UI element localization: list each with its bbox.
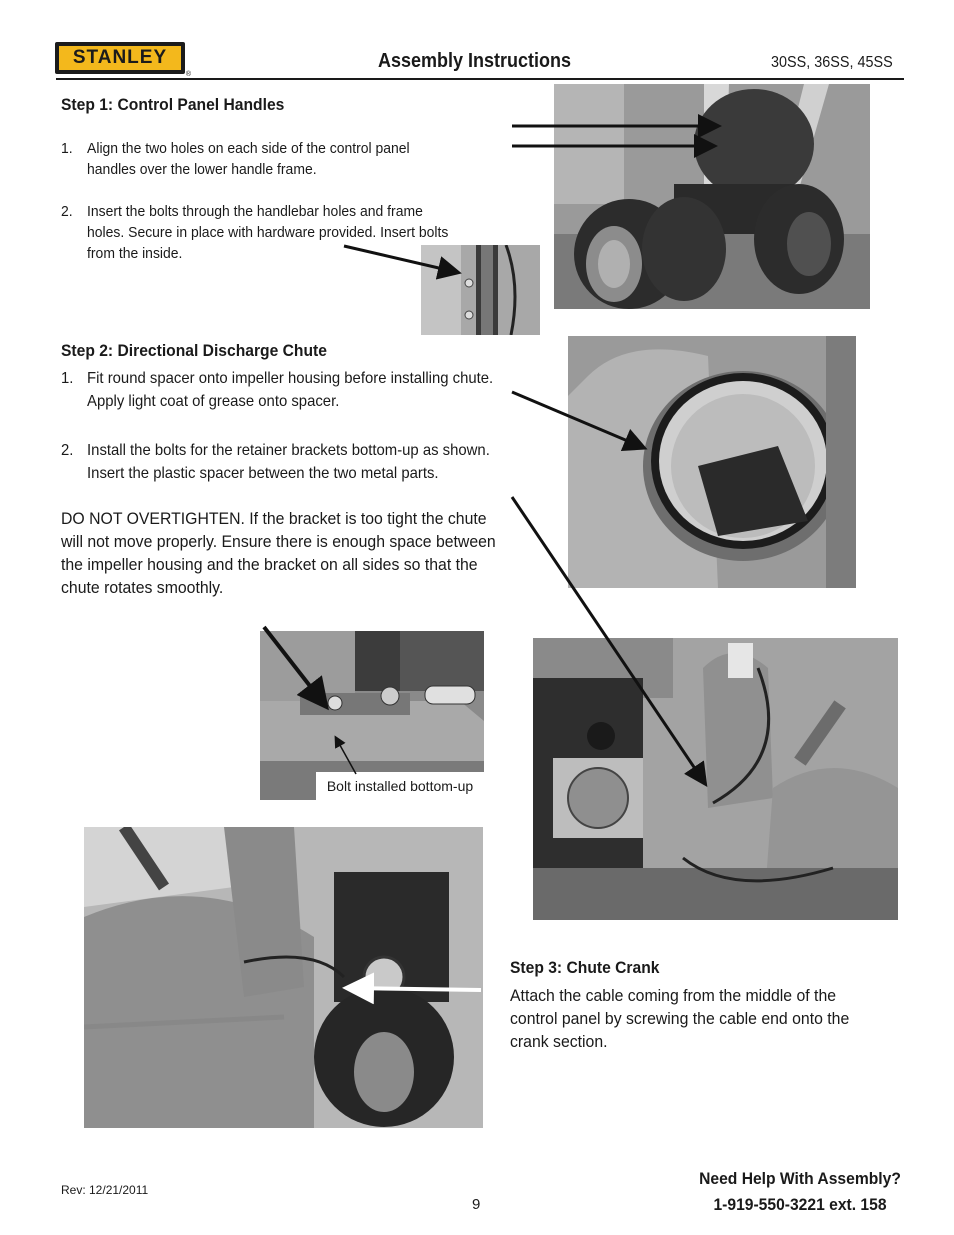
item-text: Install the bolts for the retainer brackets bottom-up as shown. Insert the plastic spacer between the two metal parts. [87,442,490,482]
help-phone: 1-919-550-3221 ext. 158 [713,1195,887,1214]
arrow-icon [512,497,704,782]
page-number: 9 [472,1196,481,1213]
arrow-icon [264,627,324,704]
item-text: Fit round spacer onto impeller housing before installing chute. Apply light coat of grease onto spacer. [87,370,494,410]
item-number: 1. [61,370,74,387]
registered-mark: ® [185,71,191,78]
step3-text: Attach the cable coming from the middle of the control panel by screwing the cable end onto the crank section. [510,986,850,1051]
step2-title: Step 2: Directional Discharge Chute [61,341,327,360]
arrow-icon [344,246,456,272]
arrow-icon [336,738,356,774]
caption-text: Bolt installed bottom-up [326,778,474,794]
overtighten-warning: DO NOT OVERTIGHTEN. If the bracket is too tight the chute will not move properly. Ensure there is enough space between the impeller housing and the bracket on all sides so that the chute rotates smoothly. [61,509,496,597]
item-number: 2. [61,442,74,459]
item-text: Insert the bolts through the handlebar holes and frame holes. Secure in place with hardware provided. Insert bolts from the inside. [87,203,449,262]
model-numbers: 30SS, 36SS, 45SS [771,54,893,71]
page-title: Assembly Instructions [378,50,572,72]
arrow-icon [512,392,642,447]
help-heading: Need Help With Assembly? [699,1169,901,1188]
step1-title: Step 1: Control Panel Handles [61,95,285,114]
logo-text: STANLEY [59,46,181,70]
item-number: 1. [61,140,73,157]
item-text: Align the two holes on each side of the control panel handles over the lower handle frame. [87,140,410,178]
step3-title: Step 3: Chute Crank [510,958,660,977]
help-contact [699,1166,901,1218]
item-number: 2. [61,203,73,220]
arrow-icon [350,988,481,990]
revision-date: Rev: 12/21/2011 [61,1183,149,1197]
